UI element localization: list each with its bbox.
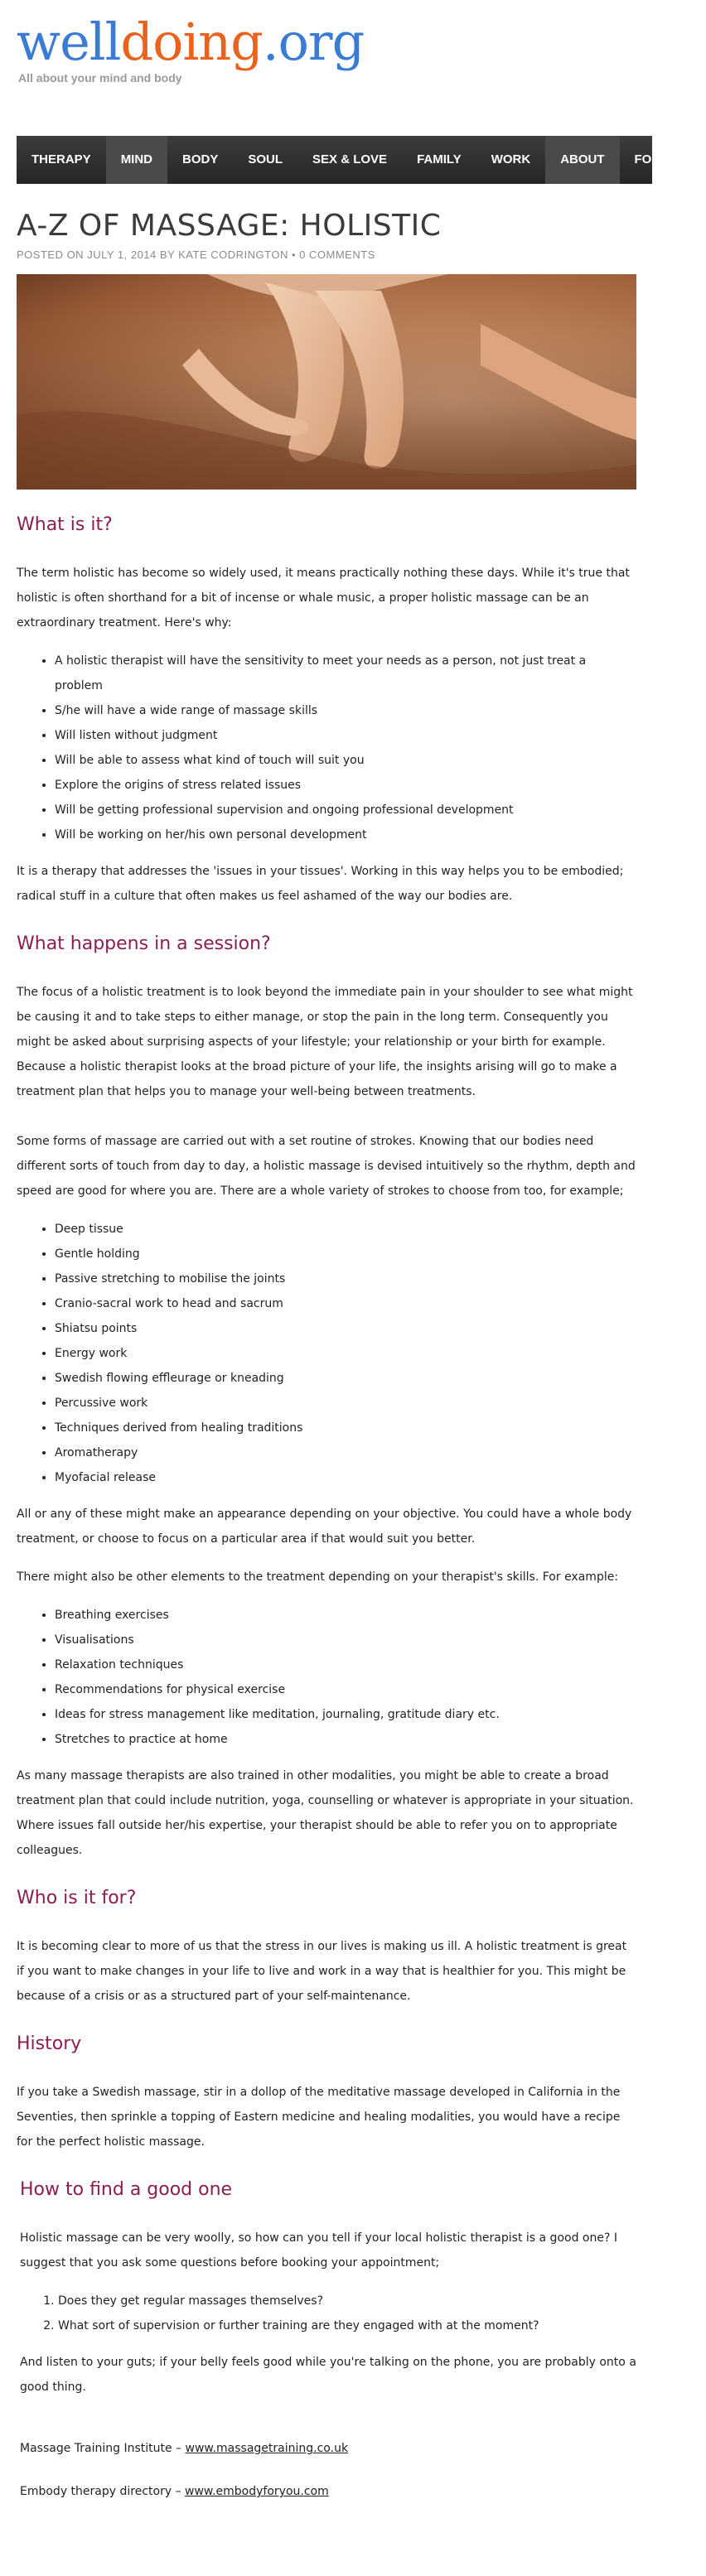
who-p1: It is becoming clear to more of us that the stress in our lives is making us ill. A holistic treatment is great if you want to make changes in your life to live and work in a way that is healthier for you. This might be because of a crisis or as a structured part of your self-maintenance. (17, 1940, 627, 2003)
nav-item-sex-love[interactable]: SEX & LOVE (312, 152, 388, 166)
heading-what-is-it: What is it? (17, 514, 113, 535)
list-item: • Stretches to practice at home (55, 1727, 636, 1752)
meta-separator: • (291, 248, 297, 261)
site-tagline: All about your mind and body (18, 71, 182, 84)
section-session (17, 932, 636, 1863)
logo-part-org: .org (262, 12, 365, 72)
strokes-list (55, 1217, 636, 1490)
resource-item (20, 2436, 636, 2461)
session-p1: The focus of a holistic treatment is to look beyond the immediate pain in your shoulder to see what might be causing it and to take steps to either manage, or stop the pain in the long term. Consequently you might be asked about surprising aspects of your lifestyle; your relationship or your birth for example. Because a holistic therapist looks at the broad picture of your life, the insights arising will go to make a treatment plan that helps you to manage your well-being between treatments. (17, 986, 633, 1098)
section-who (17, 1886, 636, 2009)
section-find (17, 2178, 636, 2504)
nav-item-body[interactable]: BODY (182, 152, 219, 166)
site-header (0, 0, 652, 133)
resource-link-embody[interactable]: www.embodyforyou.com (185, 2485, 329, 2498)
list-item: • Will be getting professional supervision and ongoing professional development (55, 798, 636, 822)
history-p1: If you take a Swedish massage, stir in a dollop of the meditative massage developed in California in the Seventies, then sprinkle a topping of Eastern medicine and healing modalities, you would have a recipe for the perfect holistic massage. (17, 2086, 621, 2149)
list-item: • Breathing exercises (55, 1603, 636, 1628)
nav-item-about[interactable]: ABOUT (545, 136, 619, 184)
nav-item-therapy[interactable]: THERAPY (31, 152, 91, 166)
session-p2: Some forms of massage are carried out with a set routine of strokes. Knowing that our bodies need different sorts of touch from day to day, a holistic massage is devised intuitively so the rhythm, depth and speed are good for where you are. There are a whole variety of strokes to choose from too, for example; (17, 1135, 636, 1198)
elements-list (55, 1603, 636, 1752)
list-item: • Deep tissue (55, 1217, 636, 1242)
list-item: • Will listen without judgment (55, 723, 636, 748)
list-item: • Passive stretching to mobilise the joints (55, 1266, 636, 1291)
list-item: 1. Does they get regular massages themselves? (58, 2289, 636, 2313)
section-history (17, 2032, 636, 2154)
find-p2: And listen to your guts; if your belly feels good while you're talking on the phone, you are probably onto a good thing. (20, 2356, 636, 2394)
list-item: • Aromatherapy (55, 1440, 636, 1465)
list-item: • Visualisations (55, 1628, 636, 1652)
nav-item-family[interactable]: FAMILY (417, 152, 462, 166)
nav-item-soul[interactable]: SOUL (248, 152, 283, 166)
heading-session: What happens in a session? (17, 933, 271, 954)
section-what-is-it (17, 513, 636, 909)
meta-prefix: POSTED ON (17, 248, 85, 261)
list-item: • Gentle holding (55, 1242, 636, 1266)
list-item: • S/he will have a wide range of massage skills (55, 698, 636, 723)
heading-find: How to find a good one (20, 2179, 233, 2200)
nav-item-for-you[interactable]: FOR YOU (634, 152, 691, 166)
list-item: • Percussive work (55, 1391, 636, 1416)
resource-link-massage-training[interactable]: www.massagetraining.co.uk (185, 2442, 349, 2455)
list-item: • Swedish flowing effleurage or kneading (55, 1366, 636, 1391)
resource-label: Embody therapy directory – (20, 2485, 181, 2498)
hands-illustration (17, 274, 636, 490)
resource-label: Massage Training Institute – (20, 2442, 182, 2455)
nav-item-mind[interactable]: MIND (106, 136, 167, 184)
meta-by: BY (159, 248, 176, 261)
questions-list (58, 2289, 636, 2338)
resource-item (20, 2479, 636, 2504)
post-meta (17, 248, 636, 261)
list-item: • Recommendations for physical exercise (55, 1677, 636, 1702)
list-item: • Will be working on her/his own personal development (55, 822, 636, 847)
list-item: • Will be able to assess what kind of touch will suit you (55, 748, 636, 773)
what-intro: The term holistic has become so widely used, it means practically nothing these days. While it's true that holistic is often shorthand for a bit of incense or whale music, a proper holistic massage can be an extraordinary treatment. Here's why: (17, 567, 630, 630)
list-item: 2. What sort of supervision or further training are they engaged with at the moment? (58, 2313, 636, 2338)
logo-part-well: well (17, 12, 121, 72)
list-item: • Ideas for stress management like meditation, journaling, gratitude diary etc. (55, 1702, 636, 1727)
list-item: • Energy work (55, 1341, 636, 1366)
logo-part-doing: doing (120, 12, 263, 72)
author-link[interactable]: KATE CODRINGTON (178, 248, 288, 261)
list-item: • Explore the origins of stress related issues (55, 773, 636, 798)
resources (20, 2436, 636, 2504)
article (17, 207, 636, 2522)
comments-link[interactable]: 0 COMMENTS (299, 248, 375, 261)
what-outro: It is a therapy that addresses the 'issues in your tissues'. Working in this way helps you to be embodied; radical stuff in a culture that often makes us feel ashamed of the way our bodies are. (17, 865, 624, 903)
list-item: • Relaxation techniques (55, 1652, 636, 1677)
session-p4: There might also be other elements to the treatment depending on your therapist's skills. For example: (17, 1570, 619, 1584)
post-date-link[interactable]: JULY 1, 2014 (87, 248, 157, 261)
heading-history: History (17, 2033, 82, 2054)
heading-who: Who is it for? (17, 1888, 137, 1908)
find-p1: Holistic massage can be very woolly, so how can you tell if your local holistic therapist is a good one? I suggest that you ask some questions before booking your appointment; (20, 2231, 617, 2270)
what-bullets (55, 649, 636, 847)
list-item: • Cranio-sacral work to head and sacrum (55, 1291, 636, 1316)
session-p3: All or any of these might make an appearance depending on your objective. You could have a whole body treatment, or choose to focus on a particular area if that would suit you better. (17, 1507, 632, 1546)
page-title: A-Z OF MASSAGE: HOLISTIC (17, 209, 442, 243)
site-logo[interactable] (17, 12, 365, 72)
main-nav (17, 136, 691, 184)
list-item: • Techniques derived from healing traditions (55, 1416, 636, 1440)
list-item: • Shiatsu points (55, 1316, 636, 1341)
session-p5: As many massage therapists are also trained in other modalities, you might be able to create a broad treatment plan that could include nutrition, yoga, counselling or whatever is appropriate in your situation. Where issues fall outside her/his expertise, your therapist should be able to refer you on to appropriate colleagues. (17, 1769, 634, 1857)
nav-item-work[interactable]: WORK (491, 152, 531, 166)
list-item: • Myofacial release (55, 1465, 636, 1490)
list-item: • A holistic therapist will have the sensitivity to meet your needs as a person, not just treat a problem (55, 649, 636, 698)
hero-image-massage-hands (17, 274, 636, 490)
